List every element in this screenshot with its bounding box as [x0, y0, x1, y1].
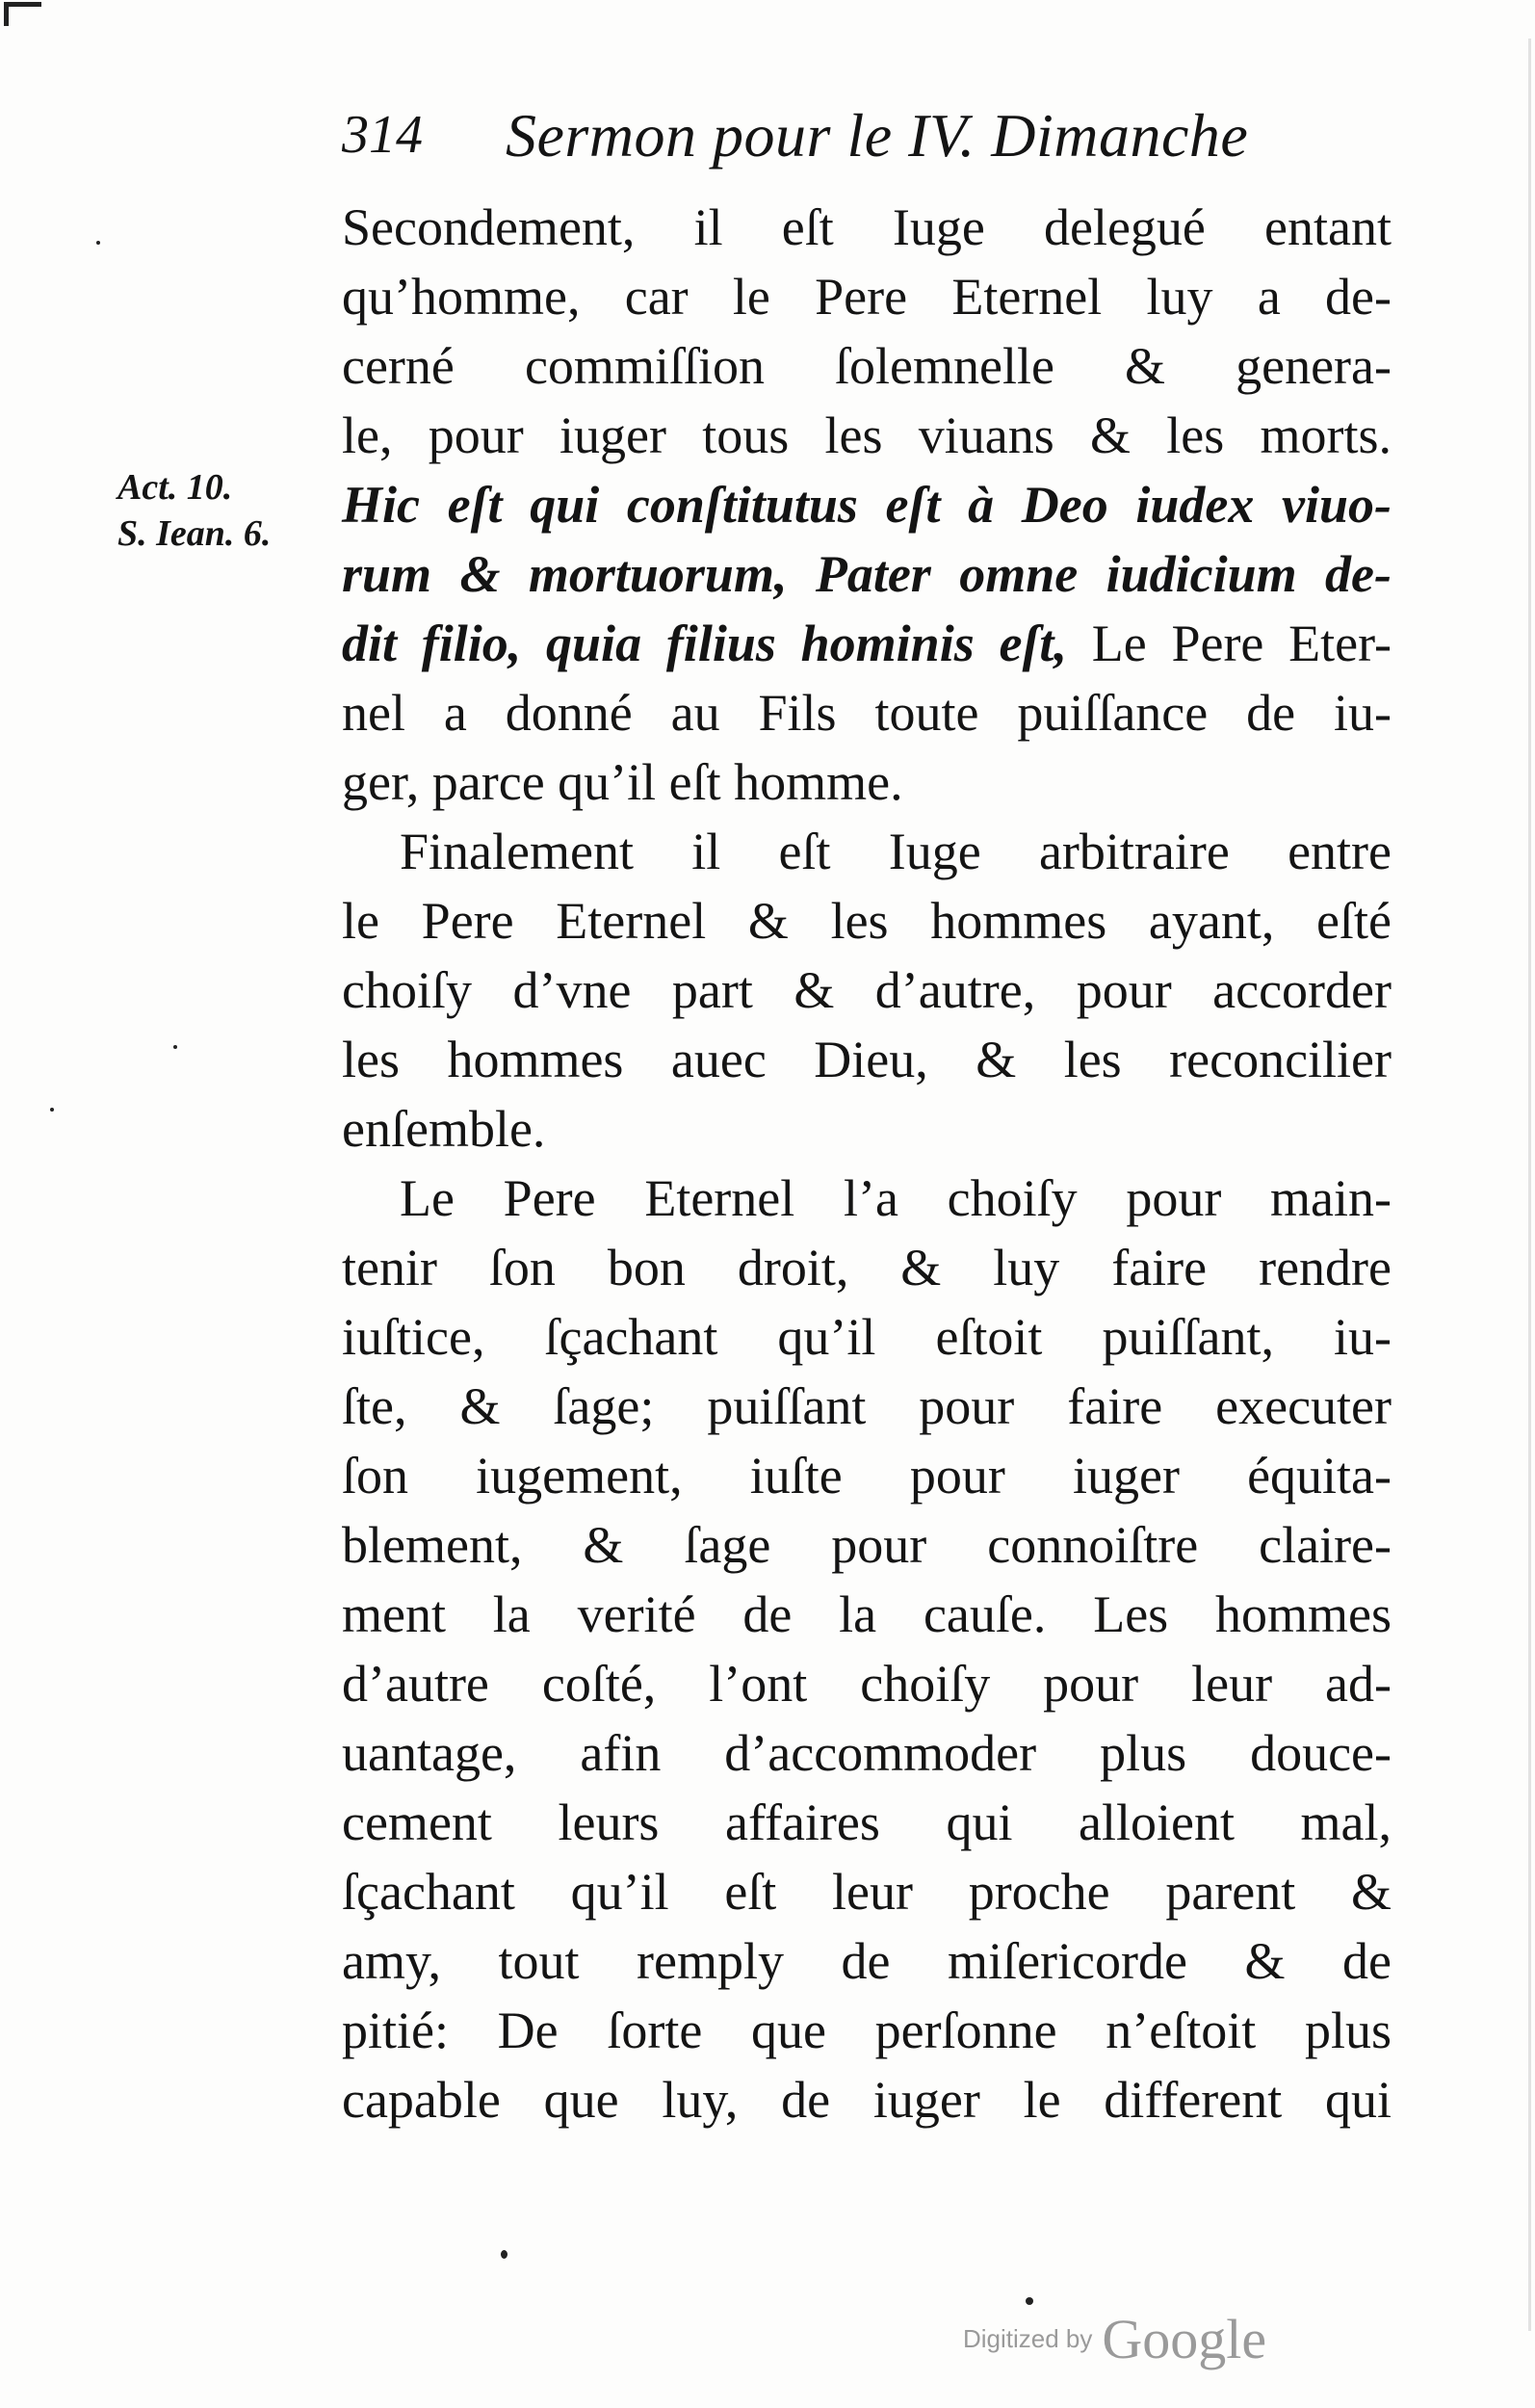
scan-edge-rule	[1528, 39, 1531, 2331]
latin-quotation: Hic eſt qui conſtitutus eſt à Deo iudex viuo-	[342, 476, 1392, 534]
text-line	[342, 1441, 1392, 1510]
text-line	[342, 1025, 1392, 1094]
text-line	[342, 1164, 1392, 1233]
text-line	[342, 1302, 1392, 1372]
ink-speck	[96, 241, 100, 245]
text-line	[342, 2065, 1392, 2134]
margin-notes	[117, 464, 339, 557]
text-line	[342, 609, 1392, 678]
line-text: qu’homme, car le Pere Eternel luy a de-	[342, 268, 1392, 326]
text-line	[342, 539, 1392, 609]
line-text: pitié: De ſorte que perſonne n’eſtoit plus	[342, 2002, 1392, 2059]
text-line	[342, 262, 1392, 331]
line-text: Le Pere Eternel l’a choiſy pour main-	[400, 1169, 1392, 1227]
line-text: uantage, afin d’accommoder plus douce-	[342, 1724, 1392, 1782]
line-text: d’autre coſté, l’ont choiſy pour leur ad-	[342, 1655, 1392, 1713]
text-line	[342, 955, 1392, 1025]
ink-speck	[501, 2250, 507, 2259]
text-line	[342, 678, 1392, 747]
text-line	[342, 1510, 1392, 1580]
text-line	[342, 747, 1392, 817]
ink-speck	[173, 1045, 177, 1049]
line-text: ger, parce qu’il eſt homme.	[342, 753, 903, 811]
text-line	[342, 1580, 1392, 1649]
line-text: choiſy d’vne part & d’autre, pour accorder	[342, 961, 1392, 1019]
digitization-watermark	[963, 2307, 1266, 2371]
line-text: ſçachant qu’il eſt leur proche parent &	[342, 1863, 1392, 1921]
line-text: Finalement il eſt Iuge arbitraire entre	[400, 823, 1392, 880]
google-logo: Google	[1102, 2308, 1267, 2370]
line-text: cement leurs affaires qui alloient mal,	[342, 1793, 1392, 1851]
text-line	[342, 193, 1392, 262]
line-text: ſte, & ſage; puiſſant pour faire executer	[342, 1377, 1392, 1435]
line-text: cerné commiſſion ſolemnelle & genera-	[342, 337, 1392, 395]
margin-note: Act. 10.	[117, 467, 233, 508]
ink-speck	[50, 1108, 54, 1112]
line-text: ment la verité de la cauſe. Les hommes	[342, 1585, 1392, 1643]
text-line	[342, 1926, 1392, 1996]
text-line	[342, 1718, 1392, 1788]
text-line	[342, 331, 1392, 401]
line-text: le, pour iuger tous les viuans & les morts.	[342, 406, 1392, 464]
watermark-prefix: Digitized by	[963, 2324, 1093, 2353]
corner-scan-mark	[4, 2, 41, 26]
text-line	[342, 1233, 1392, 1302]
line-text: Secondement, il eſt Iuge delegué entant	[342, 198, 1392, 256]
line-text: blement, & ſage pour connoiſtre claire-	[342, 1516, 1392, 1574]
text-line	[342, 1094, 1392, 1164]
page-number: 314	[342, 105, 423, 165]
text-line	[342, 1788, 1392, 1857]
text-line	[342, 1372, 1392, 1441]
body-text	[342, 193, 1392, 2134]
line-text: iuſtice, ſçachant qu’il eſtoit puiſſant, iu-	[342, 1308, 1392, 1366]
line-text: tenir ſon bon droit, & luy faire rendre	[342, 1239, 1392, 1296]
text-line	[342, 817, 1392, 886]
text-line	[342, 401, 1392, 470]
line-text: enſemble.	[342, 1100, 546, 1158]
text-line	[342, 1857, 1392, 1926]
line-text: amy, tout remply de miſericorde & de	[342, 1932, 1392, 1990]
text-line	[342, 1649, 1392, 1718]
text-line	[342, 470, 1392, 539]
latin-quotation: dit filio, quia filius hominis eſt,	[342, 615, 1067, 672]
running-title: Sermon pour le IV. Dimanche	[506, 101, 1249, 170]
text-line	[342, 1996, 1392, 2065]
line-text: les hommes auec Dieu, & les reconcilier	[342, 1031, 1392, 1088]
line-text: capable que luy, de iuger le different qui	[342, 2071, 1392, 2129]
ink-speck	[1026, 2297, 1033, 2305]
margin-note: S. Iean. 6.	[117, 513, 272, 554]
line-text: ſon iugement, iuſte pour iuger équita-	[342, 1447, 1392, 1505]
line-text: le Pere Eternel & les hommes ayant, eſté	[342, 892, 1392, 950]
line-text: Le Pere Eter-	[1066, 615, 1392, 672]
line-text: nel a donné au Fils toute puiſſance de iu-	[342, 684, 1392, 742]
latin-quotation: rum & mortuorum, Pater omne iudicium de-	[342, 545, 1392, 603]
page-header	[342, 96, 1382, 183]
text-line	[342, 886, 1392, 955]
